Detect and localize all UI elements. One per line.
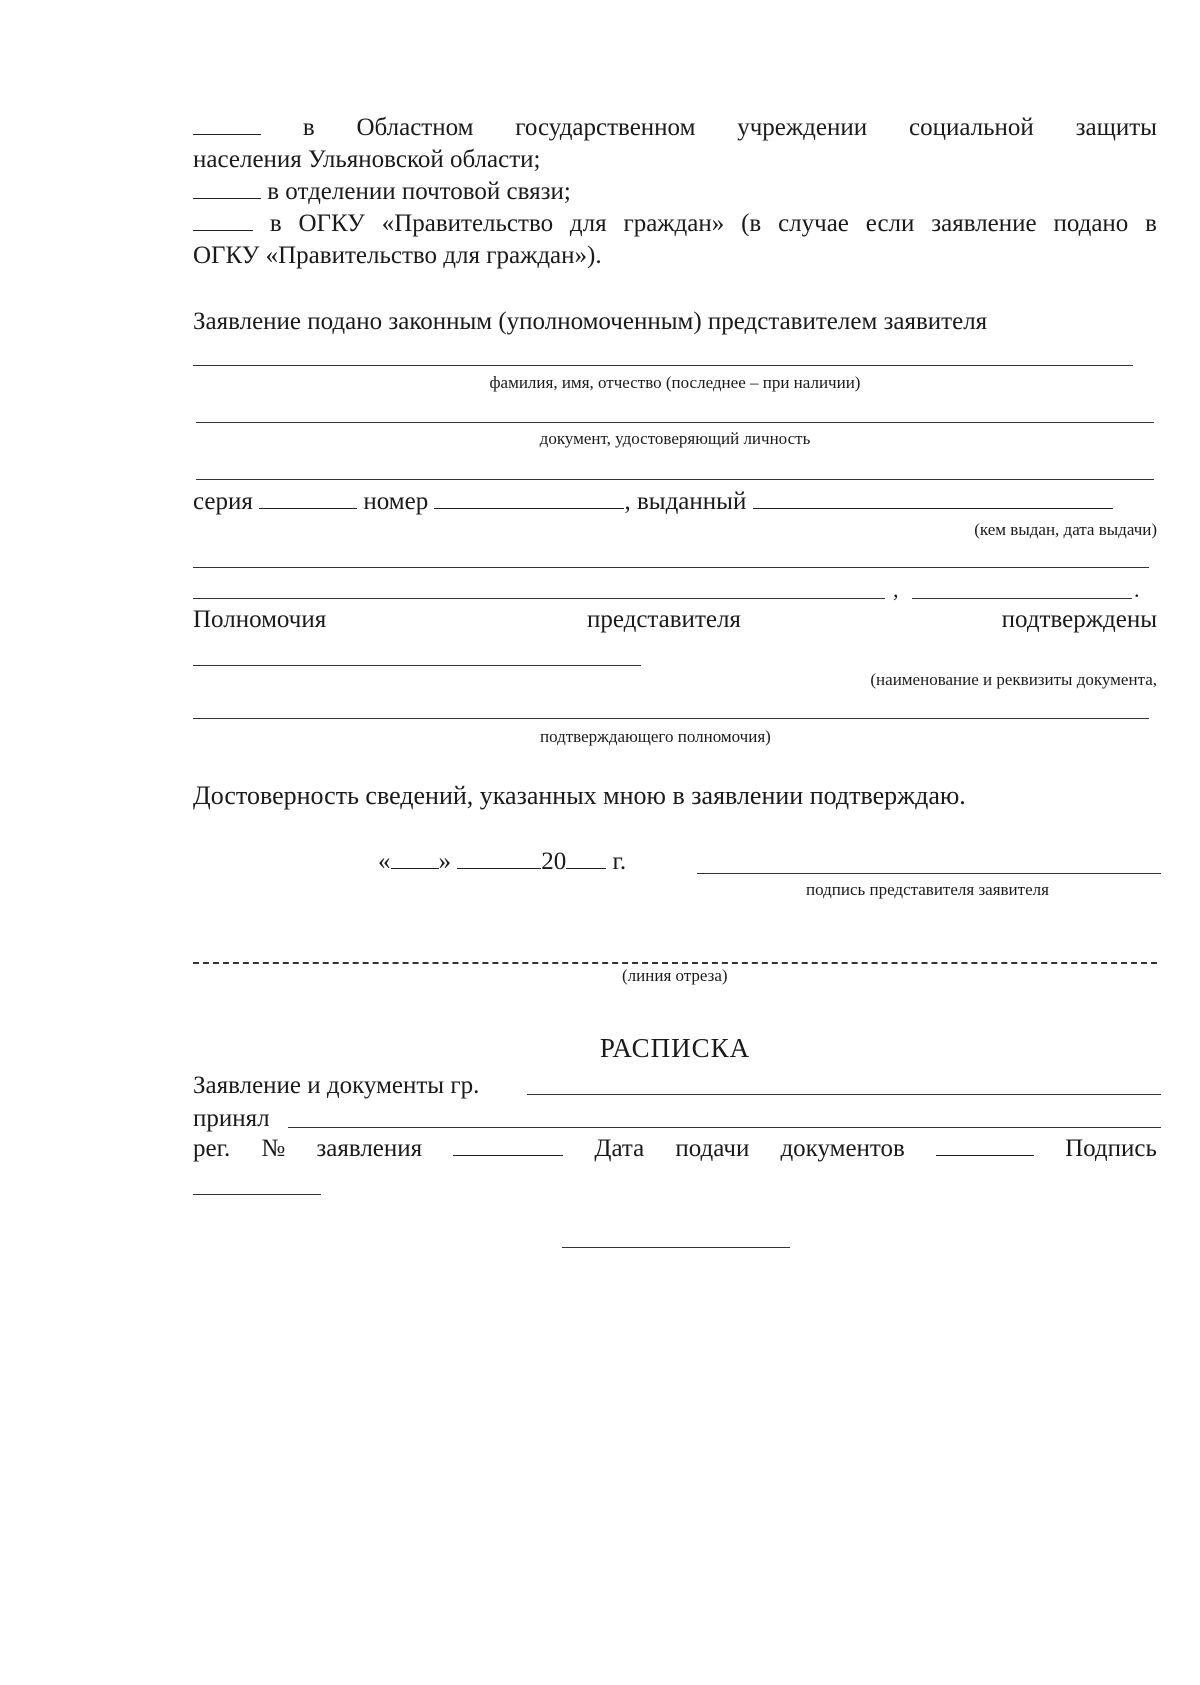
authority-doc-field[interactable] xyxy=(193,665,641,666)
signature-field[interactable] xyxy=(697,873,1161,874)
word: в xyxy=(269,210,282,237)
representative-fio-field[interactable] xyxy=(193,365,1133,366)
option-ogku-checkbox-blank[interactable] xyxy=(193,208,253,231)
option-post-line xyxy=(193,176,1157,208)
option-social-line xyxy=(193,112,1157,144)
end-of-document-rule xyxy=(562,1247,790,1248)
authority-word-1: Полномочия xyxy=(193,606,327,633)
day-field[interactable] xyxy=(391,846,439,869)
word: для xyxy=(569,210,607,237)
representative-doc-field[interactable] xyxy=(196,422,1154,423)
caption-issued: (кем выдан, дата выдачи) xyxy=(974,520,1157,539)
year-suffix: г. xyxy=(612,848,627,875)
receipt-applicant-field[interactable] xyxy=(527,1094,1161,1095)
issued-field[interactable] xyxy=(753,486,1113,509)
word: социальной xyxy=(908,114,1034,141)
word: подано xyxy=(1053,210,1129,237)
caption-authority-2: подтверждающего полномочия) xyxy=(540,727,771,746)
submission-date-field[interactable] xyxy=(936,1133,1034,1156)
word: случае xyxy=(778,210,849,237)
word: защиты xyxy=(1075,114,1157,141)
receipt-title: РАСПИСКА xyxy=(599,1033,751,1063)
option-ogku-line xyxy=(193,208,1157,240)
word: (в xyxy=(741,210,762,237)
word: заявление xyxy=(931,210,1037,237)
period-mark: . xyxy=(1134,577,1140,602)
word: граждан» xyxy=(623,210,725,237)
comma-mark: , xyxy=(893,577,899,602)
quote-close: » xyxy=(438,848,451,875)
reg-number-field[interactable] xyxy=(453,1133,563,1156)
caption-authority-1: (наименование и реквизиты документа, xyxy=(870,670,1157,689)
word: если xyxy=(865,210,915,237)
year-prefix: 20 xyxy=(541,848,567,875)
word-v: в xyxy=(302,114,315,141)
option-post-checkbox-blank[interactable] xyxy=(193,176,261,199)
quote-open: « xyxy=(378,848,391,875)
issued-continuation-field-2[interactable] xyxy=(193,598,885,599)
reg-word: рег. xyxy=(193,1135,231,1162)
authority-word-3: подтверждены xyxy=(1001,606,1157,633)
word: Областном xyxy=(356,114,474,141)
word: «Правительство xyxy=(381,210,554,237)
seria-field[interactable] xyxy=(259,486,357,509)
receipt-signature-field[interactable] xyxy=(193,1194,321,1195)
date-word: Дата xyxy=(594,1135,645,1162)
sign-label: Подпись xyxy=(1065,1135,1157,1162)
word: государственном xyxy=(515,114,696,141)
cut-line xyxy=(193,962,1157,964)
caption-signature: подпись представителя заявителя xyxy=(806,880,1049,899)
representative-intro: Заявление подано законным (уполномоченным) представителем заявителя xyxy=(193,308,988,335)
caption-cut-line: (линия отреза) xyxy=(622,966,728,985)
receipt-accepted-label: принял xyxy=(193,1105,270,1132)
nomer-label: номер xyxy=(363,488,429,515)
receipt-applicant-label: Заявление и документы гр. xyxy=(193,1072,480,1099)
word: ОГКУ xyxy=(298,210,365,237)
word: учреждении xyxy=(737,114,868,141)
representative-doc-field-2[interactable] xyxy=(196,479,1154,480)
authority-line xyxy=(193,604,1157,636)
date-word: подачи xyxy=(675,1135,750,1162)
issued-continuation-field[interactable] xyxy=(193,567,1149,568)
caption-fio: фамилия, имя, отчество (последнее – при наличии) xyxy=(489,373,861,392)
receipt-line-1 xyxy=(193,1070,1157,1102)
receipt-line-3 xyxy=(193,1133,1157,1165)
issue-date-field[interactable] xyxy=(912,598,1132,599)
authority-doc-field-2[interactable] xyxy=(193,718,1149,719)
authority-word-2: представителя xyxy=(586,606,741,633)
seria-label: серия xyxy=(193,488,253,515)
vydan-label: , выданный xyxy=(624,488,747,515)
option-post-text: в отделении почтовой связи; xyxy=(267,178,571,205)
receipt-accepted-field[interactable] xyxy=(288,1127,1161,1128)
confirmation-text: Достоверность сведений, указанных мною в заявлении подтверждаю. xyxy=(193,781,966,810)
option-social-checkbox-blank[interactable] xyxy=(193,112,261,135)
year-field[interactable] xyxy=(566,846,606,869)
option-ogku-continuation: ОГКУ «Правительство для граждан»). xyxy=(193,242,602,269)
passport-line xyxy=(193,486,1157,518)
reg-word: № xyxy=(261,1135,286,1162)
month-field[interactable] xyxy=(457,846,541,869)
reg-word: заявления xyxy=(316,1135,423,1162)
receipt-line-2 xyxy=(193,1103,1157,1135)
option-social-continuation: населения Ульяновской области; xyxy=(193,146,541,173)
word: в xyxy=(1145,210,1157,237)
caption-doc: документ, удостоверяющий личность xyxy=(539,429,811,448)
nomer-field[interactable] xyxy=(434,486,624,509)
date-word: документов xyxy=(780,1135,905,1162)
